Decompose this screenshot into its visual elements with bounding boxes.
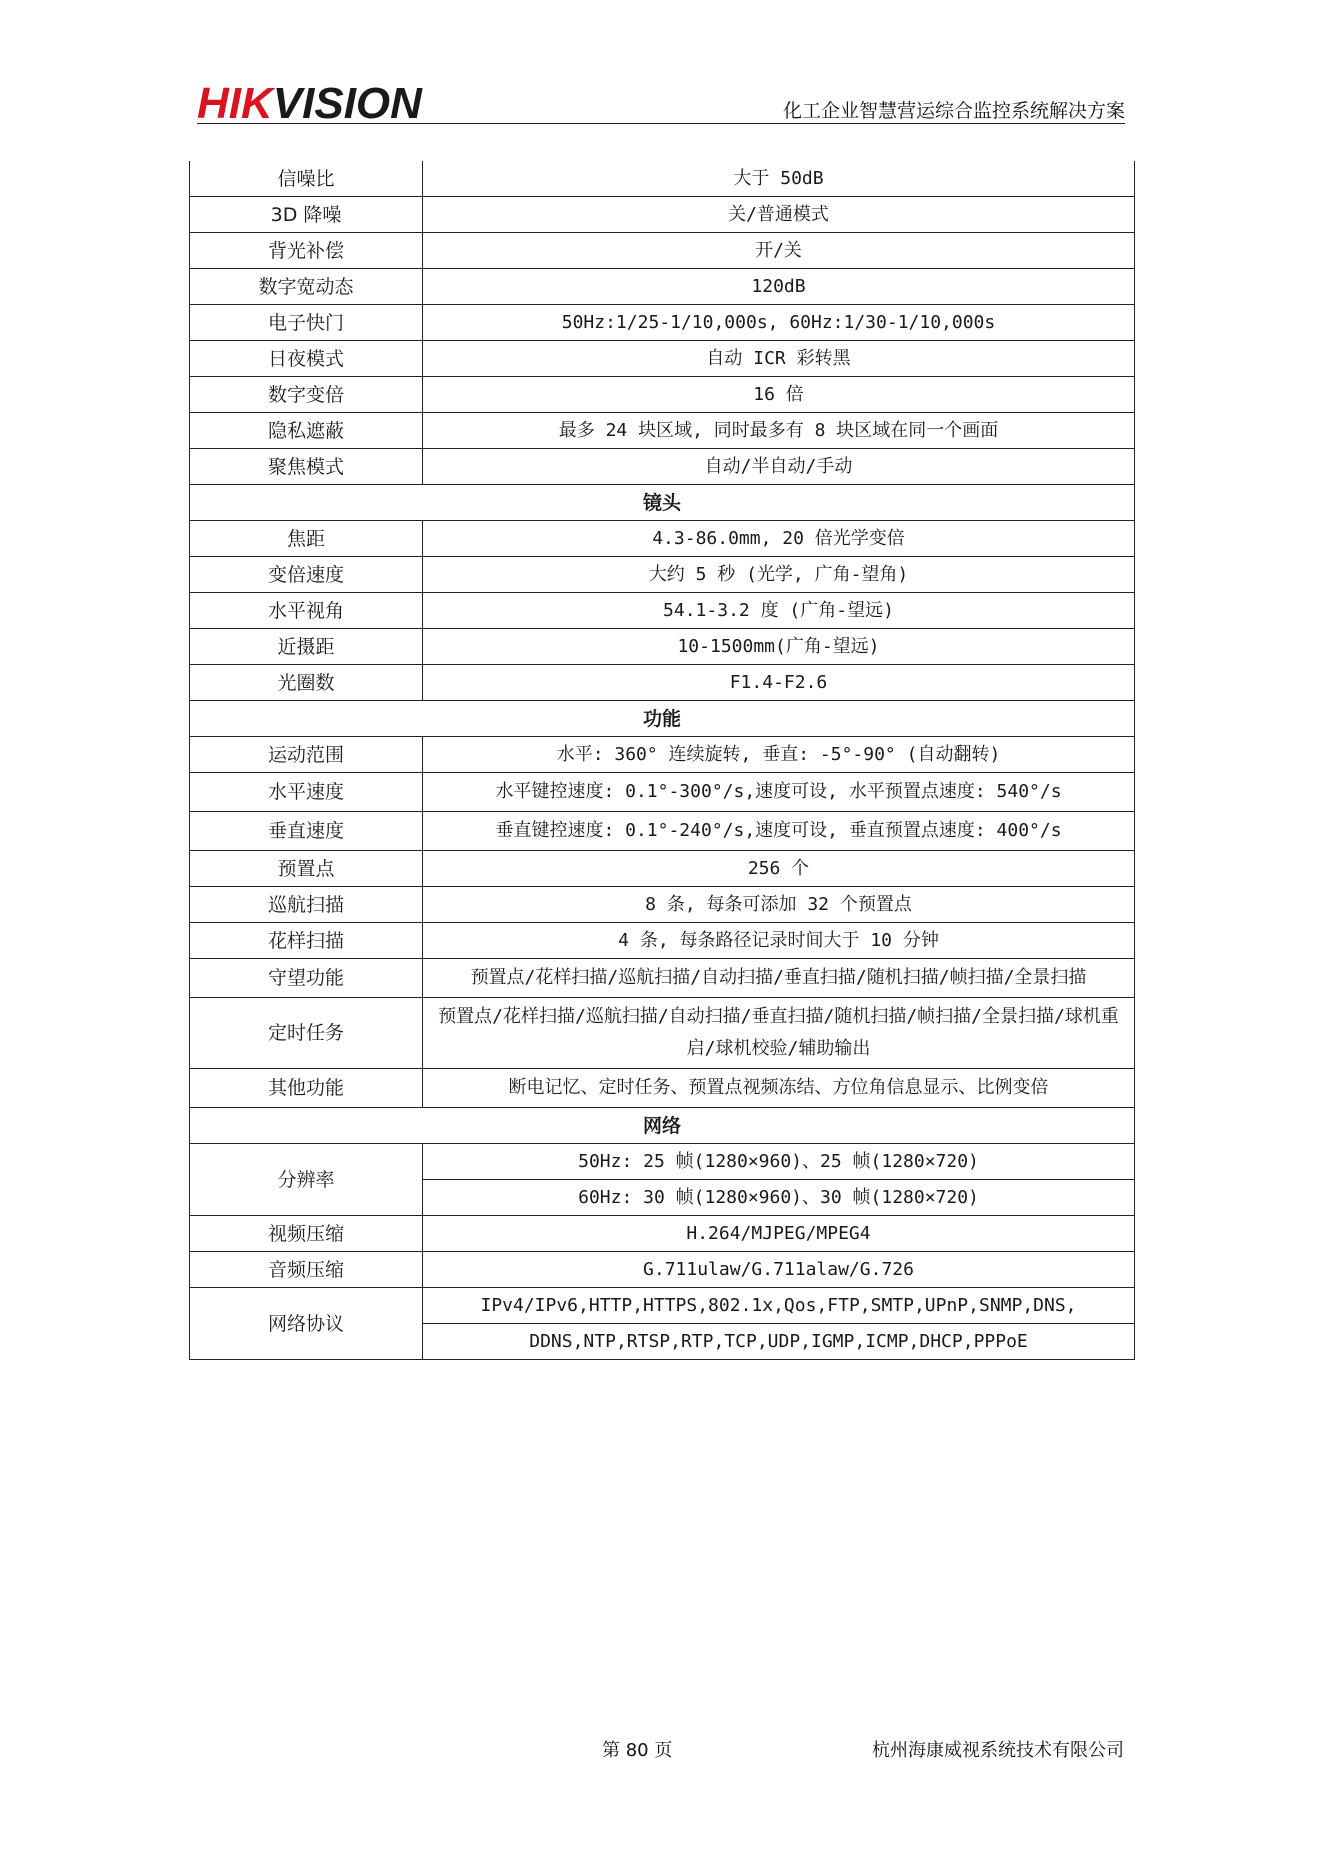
table-row <box>190 269 1135 305</box>
table-row <box>190 557 1135 593</box>
table-row <box>190 887 1135 923</box>
header-divider <box>197 123 1125 124</box>
section-heading: 功能 <box>190 701 1135 737</box>
table-row <box>190 737 1135 773</box>
spec-value: DDNS,NTP,RTSP,RTP,TCP,UDP,IGMP,ICMP,DHCP,PPPoE <box>423 1324 1135 1360</box>
spec-value: 60Hz: 30 帧(1280×960)、30 帧(1280×720) <box>423 1180 1135 1216</box>
spec-value: IPv4/IPv6,HTTP,HTTPS,802.1x,Qos,FTP,SMTP,UPnP,SNMP,DNS, <box>423 1288 1135 1324</box>
table-row <box>190 521 1135 557</box>
table-row <box>190 377 1135 413</box>
table-row <box>190 812 1135 851</box>
spec-key: 网络协议 <box>190 1288 423 1360</box>
spec-key: 水平速度 <box>190 773 423 812</box>
spec-key: 其他功能 <box>190 1069 423 1108</box>
company-name: 杭州海康威视系统技术有限公司 <box>872 1740 1124 1761</box>
spec-value: 4.3-86.0mm, 20 倍光学变倍 <box>423 521 1135 557</box>
spec-table <box>189 161 1135 1360</box>
table-row <box>190 341 1135 377</box>
section-row <box>190 701 1135 737</box>
spec-value: 大约 5 秒 (光学, 广角-望角) <box>423 557 1135 593</box>
spec-key: 视频压缩 <box>190 1216 423 1252</box>
spec-table-body <box>190 161 1135 1360</box>
table-row <box>190 197 1135 233</box>
logo-hik: HIK <box>197 79 273 128</box>
spec-value: 10-1500mm(广角-望远) <box>423 629 1135 665</box>
spec-value: 120dB <box>423 269 1135 305</box>
spec-value: 预置点/花样扫描/巡航扫描/自动扫描/垂直扫描/随机扫描/帧扫描/全景扫描 <box>423 959 1135 998</box>
spec-key: 近摄距 <box>190 629 423 665</box>
spec-value: F1.4-F2.6 <box>423 665 1135 701</box>
spec-key: 信噪比 <box>190 161 423 197</box>
table-row <box>190 851 1135 887</box>
spec-value: 关/普通模式 <box>423 197 1135 233</box>
table-row <box>190 233 1135 269</box>
spec-key: 变倍速度 <box>190 557 423 593</box>
spec-value: 自动 ICR 彩转黑 <box>423 341 1135 377</box>
logo-vision: VISION <box>272 79 422 128</box>
table-row <box>190 959 1135 998</box>
spec-key: 预置点 <box>190 851 423 887</box>
table-row <box>190 665 1135 701</box>
spec-value: 54.1-3.2 度 (广角-望远) <box>423 593 1135 629</box>
table-row <box>190 923 1135 959</box>
spec-value: G.711ulaw/G.711alaw/G.726 <box>423 1252 1135 1288</box>
spec-key: 水平视角 <box>190 593 423 629</box>
spec-key: 守望功能 <box>190 959 423 998</box>
table-row <box>190 305 1135 341</box>
table-row <box>190 161 1135 197</box>
spec-key: 隐私遮蔽 <box>190 413 423 449</box>
spec-key: 电子快门 <box>190 305 423 341</box>
spec-value: 256 个 <box>423 851 1135 887</box>
spec-value: 16 倍 <box>423 377 1135 413</box>
spec-value: 水平键控速度: 0.1°-300°/s,速度可设, 水平预置点速度: 540°/s <box>423 773 1135 812</box>
table-row <box>190 773 1135 812</box>
spec-value: 50Hz: 25 帧(1280×960)、25 帧(1280×720) <box>423 1144 1135 1180</box>
spec-value: 预置点/花样扫描/巡航扫描/自动扫描/垂直扫描/随机扫描/帧扫描/全景扫描/球机重启/球机校验/辅助输出 <box>423 998 1135 1069</box>
table-row <box>190 1069 1135 1108</box>
table-row <box>190 1252 1135 1288</box>
spec-key: 日夜模式 <box>190 341 423 377</box>
table-row <box>190 449 1135 485</box>
spec-value: H.264/MJPEG/MPEG4 <box>423 1216 1135 1252</box>
spec-key: 3D 降噪 <box>190 197 423 233</box>
spec-value: 垂直键控速度: 0.1°-240°/s,速度可设, 垂直预置点速度: 400°/s <box>423 812 1135 851</box>
spec-key: 光圈数 <box>190 665 423 701</box>
section-heading: 网络 <box>190 1108 1135 1144</box>
hikvision-logo <box>197 79 422 128</box>
spec-value: 大于 50dB <box>423 161 1135 197</box>
table-row <box>190 1288 1135 1324</box>
spec-key: 聚焦模式 <box>190 449 423 485</box>
spec-key: 焦距 <box>190 521 423 557</box>
spec-key: 数字宽动态 <box>190 269 423 305</box>
spec-key: 花样扫描 <box>190 923 423 959</box>
spec-key: 定时任务 <box>190 998 423 1069</box>
table-row <box>190 593 1135 629</box>
spec-key: 垂直速度 <box>190 812 423 851</box>
spec-key: 数字变倍 <box>190 377 423 413</box>
table-row <box>190 629 1135 665</box>
section-row <box>190 485 1135 521</box>
table-row <box>190 1144 1135 1180</box>
spec-value: 最多 24 块区域, 同时最多有 8 块区域在同一个画面 <box>423 413 1135 449</box>
section-heading: 镜头 <box>190 485 1135 521</box>
table-row <box>190 413 1135 449</box>
section-row <box>190 1108 1135 1144</box>
spec-value: 水平: 360° 连续旋转, 垂直: -5°-90° (自动翻转) <box>423 737 1135 773</box>
spec-value: 4 条, 每条路径记录时间大于 10 分钟 <box>423 923 1135 959</box>
spec-key: 运动范围 <box>190 737 423 773</box>
spec-value: 8 条, 每条可添加 32 个预置点 <box>423 887 1135 923</box>
table-row <box>190 1216 1135 1252</box>
table-row <box>190 998 1135 1069</box>
spec-key: 音频压缩 <box>190 1252 423 1288</box>
spec-key: 分辨率 <box>190 1144 423 1216</box>
spec-value: 50Hz:1/25-1/10,000s, 60Hz:1/30-1/10,000s <box>423 305 1135 341</box>
spec-value: 自动/半自动/手动 <box>423 449 1135 485</box>
page-number: 第 80 页 <box>602 1740 673 1761</box>
spec-value: 开/关 <box>423 233 1135 269</box>
spec-key: 巡航扫描 <box>190 887 423 923</box>
document-title: 化工企业智慧营运综合监控系统解决方案 <box>782 100 1125 122</box>
spec-key: 背光补偿 <box>190 233 423 269</box>
spec-value: 断电记忆、定时任务、预置点视频冻结、方位角信息显示、比例变倍 <box>423 1069 1135 1108</box>
